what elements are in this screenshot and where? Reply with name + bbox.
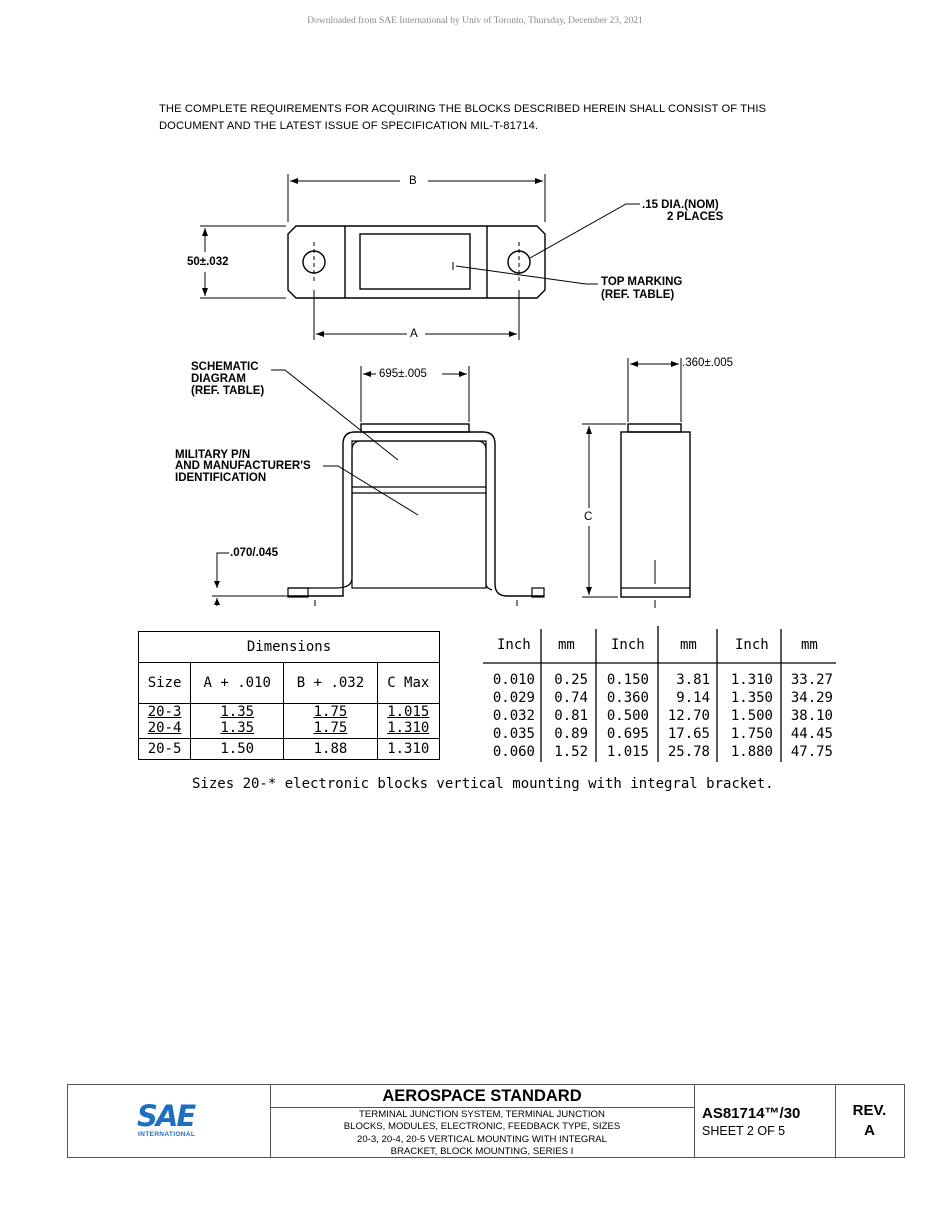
standard-description <box>270 1108 694 1158</box>
table-cell: 1.015 <box>387 704 430 720</box>
title-block-logo-cell <box>68 1085 271 1157</box>
dim-070-label: .070/.045 <box>230 547 278 559</box>
figure-caption: Sizes 20-* electronic blocks vertical mounting with integral bracket. <box>192 776 774 792</box>
standard-title: AEROSPACE STANDARD <box>270 1085 694 1108</box>
table-cell: 0.150 <box>606 672 649 688</box>
table-cell: 20-3 <box>147 704 182 720</box>
side-view-cap <box>628 424 681 432</box>
dim-070-arrows <box>214 581 220 605</box>
revision-value: A <box>864 1122 875 1139</box>
table-cell: 20-5 <box>139 739 191 760</box>
military-line-2: AND MANUFACTURER'S <box>175 460 311 472</box>
table-cell: 1.52 <box>554 744 588 760</box>
conv-col-mm-3 <box>785 671 833 761</box>
dim-b-label: B <box>409 175 417 187</box>
table-cell: 0.81 <box>554 708 588 724</box>
table-cell: 0.060 <box>492 744 535 760</box>
table-cell: 0.360 <box>606 690 649 706</box>
dimensions-col-size <box>139 704 191 739</box>
table-cell: 1.015 <box>606 744 649 760</box>
description-line-2: BLOCKS, MODULES, ELECTRONIC, FEEDBACK TYPE, SIZES <box>343 1121 621 1133</box>
conv-col-inch-3 <box>723 671 773 761</box>
title-block-document-cell <box>694 1085 836 1157</box>
top-view-body <box>288 226 545 298</box>
table-cell: 0.032 <box>492 708 535 724</box>
conv-col-inch-1 <box>487 671 535 761</box>
dimensions-header-b: B + .032 <box>284 663 377 704</box>
table-cell: 1.88 <box>284 739 377 760</box>
table-cell: 1.50 <box>191 739 284 760</box>
table-cell: 9.14 <box>676 690 710 706</box>
table-cell: 0.74 <box>554 690 588 706</box>
table-cell: 44.45 <box>790 726 833 742</box>
dim-height-label: 50±.032 <box>187 256 229 268</box>
mount-hole-right <box>508 251 530 273</box>
table-cell: 12.70 <box>667 708 710 724</box>
table-cell: 0.029 <box>492 690 535 706</box>
sae-logo: SAE <box>137 1099 195 1133</box>
conv-header-mm-3: mm <box>801 637 818 653</box>
dimensions-header-row <box>139 663 440 704</box>
revision-label: REV. <box>852 1102 887 1119</box>
schematic-leader <box>271 370 398 460</box>
schematic-line-3: (REF. TABLE) <box>191 385 265 397</box>
top-view-window <box>360 234 470 289</box>
table-cell: 1.75 <box>313 704 348 720</box>
conv-col-mm-1 <box>546 671 588 761</box>
table-cell: 1.350 <box>730 690 773 706</box>
table-cell: 25.78 <box>667 744 710 760</box>
dimensions-title: Dimensions <box>139 632 440 663</box>
table-cell: 1.35 <box>220 704 255 720</box>
table-cell: 0.500 <box>606 708 649 724</box>
table-cell: 0.89 <box>554 726 588 742</box>
dimensions-header-a: A + .010 <box>191 663 284 704</box>
table-cell: 1.310 <box>377 739 439 760</box>
side-view <box>582 358 690 608</box>
table-cell: 1.310 <box>387 720 430 736</box>
dimensions-table <box>138 631 440 760</box>
military-line-1: MILITARY P/N <box>175 449 251 461</box>
hole-note-line-2: 2 PLACES <box>667 211 724 223</box>
table-cell: 20-4 <box>147 720 182 736</box>
conv-col-mm-2 <box>660 671 710 761</box>
hole-leader <box>530 204 640 258</box>
military-leader <box>323 466 418 515</box>
requirements-line-2: DOCUMENT AND THE LATEST ISSUE OF SPECIFICATION MIL-T-81714. <box>159 120 539 132</box>
top-marking-line-1: TOP MARKING <box>601 276 683 288</box>
dimensions-data-rows <box>139 704 440 739</box>
title-block-description-cell <box>270 1085 695 1157</box>
title-block-revision-cell <box>835 1085 904 1157</box>
description-line-4: BRACKET, BLOCK MOUNTING, SERIES I <box>390 1145 574 1157</box>
schematic-line-2: DIAGRAM <box>191 373 246 385</box>
block-body <box>352 441 486 588</box>
dimensions-col-c <box>377 704 439 739</box>
revision <box>835 1085 904 1141</box>
title-block <box>67 1084 905 1158</box>
dimensions-col-a <box>191 704 284 739</box>
military-line-3: IDENTIFICATION <box>175 472 267 484</box>
dimensions-title-row <box>139 632 440 663</box>
table-cell: 33.27 <box>790 672 833 688</box>
download-watermark: Downloaded from SAE International by Univ of Toronto, Thursday, December 23, 2021 <box>307 16 643 26</box>
table-cell: 0.035 <box>492 726 535 742</box>
table-cell: 1.310 <box>730 672 773 688</box>
hole-note-line-1: .15 DIA.(NOM) <box>642 199 719 211</box>
table-cell: 1.35 <box>220 720 255 736</box>
conv-header-inch-2: Inch <box>611 637 645 653</box>
description-line-3: 20-3, 20-4, 20-5 VERTICAL MOUNTING WITH INTEGRAL <box>356 1133 608 1145</box>
table-cell: 1.750 <box>730 726 773 742</box>
dim-695-label: 695±.005 <box>379 368 427 380</box>
top-marking-line-2: (REF. TABLE) <box>601 289 675 301</box>
dim-c-label: C <box>584 511 593 523</box>
conv-header-inch-3: Inch <box>735 637 769 653</box>
front-view <box>212 366 544 606</box>
table-cell: 38.10 <box>790 708 833 724</box>
table-cell: 3.81 <box>676 672 710 688</box>
table-cell: 1.500 <box>730 708 773 724</box>
table-cell: 0.010 <box>492 672 535 688</box>
dim-a-label: A <box>410 328 418 340</box>
conv-header-mm-2: mm <box>680 637 697 653</box>
document-number: AS81714™/30 <box>702 1105 801 1122</box>
table-cell: 47.75 <box>790 744 833 760</box>
top-view <box>200 174 640 340</box>
table-cell: 34.29 <box>790 690 833 706</box>
table-cell: 0.695 <box>606 726 649 742</box>
table-cell: 1.75 <box>313 720 348 736</box>
mount-hole-left <box>303 251 325 273</box>
table-cell: 0.25 <box>554 672 588 688</box>
schematic-line-1: SCHEMATIC <box>191 361 259 373</box>
requirements-line-1: THE COMPLETE REQUIREMENTS FOR ACQUIRING THE BLOCKS DESCRIBED HEREIN SHALL CONSIST OF THIS <box>159 103 767 115</box>
table-cell: 1.880 <box>730 744 773 760</box>
sheet-number: SHEET 2 OF 5 <box>702 1124 786 1138</box>
table-row <box>139 739 440 760</box>
sae-logo-subtext: INTERNATIONAL <box>138 1131 196 1138</box>
bracket-inner <box>288 441 492 590</box>
front-view-cap <box>361 424 469 432</box>
dimensions-header-c: C Max <box>377 663 439 704</box>
dimensions-header-size: Size <box>139 663 191 704</box>
conv-header-mm-1: mm <box>558 637 575 653</box>
conv-col-inch-2 <box>600 671 649 761</box>
description-line-1: TERMINAL JUNCTION SYSTEM, TERMINAL JUNCTION <box>359 1109 605 1120</box>
table-cell: 17.65 <box>667 726 710 742</box>
dimensions-col-b <box>284 704 377 739</box>
dim-360-label: .360±.005 <box>682 357 734 369</box>
conv-header-inch-1: Inch <box>497 637 531 653</box>
